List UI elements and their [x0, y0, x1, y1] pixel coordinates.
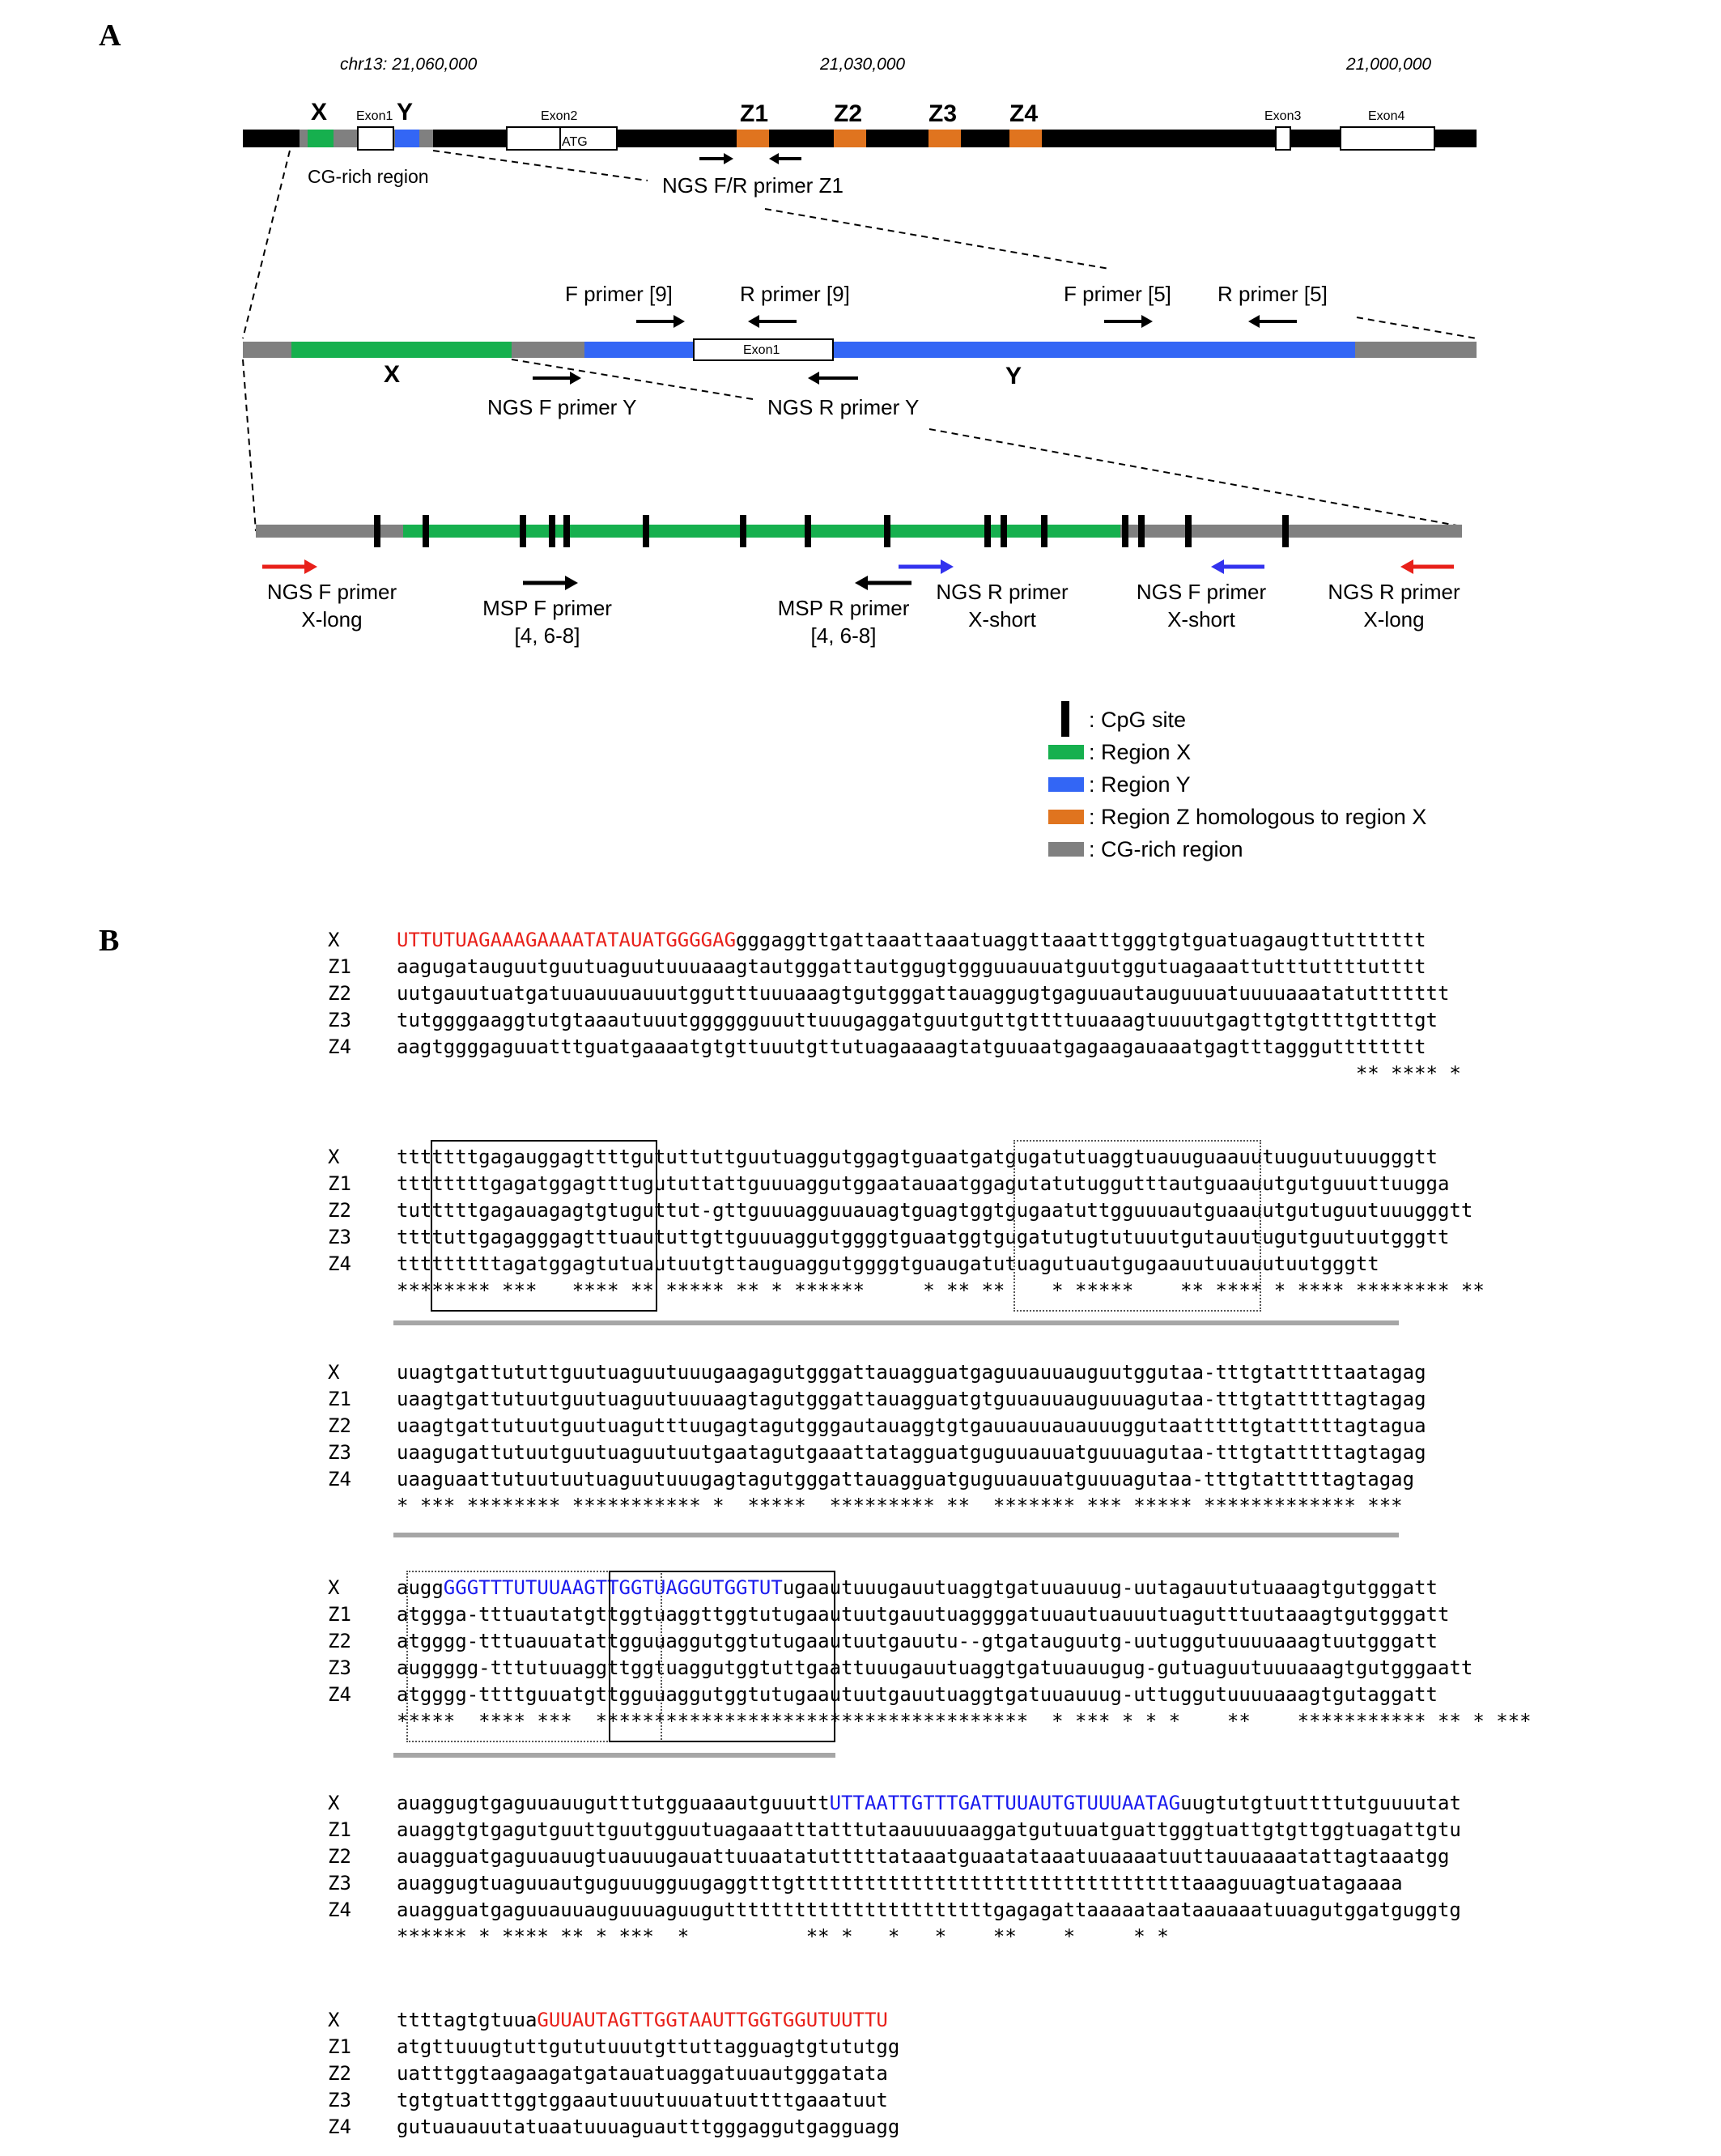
sequence-name: Z1: [328, 1172, 351, 1195]
sequence-text: [397, 2034, 899, 2060]
cpg-site: [984, 515, 991, 547]
sequence-segment: auaggugtuaguuautguguuugguugaggtttgttttttttttttttttttttttttttttttttttaaaguuagtuatagaaaa: [397, 1872, 1403, 1894]
primer-sequence: UTTAATTGTTTGATTUUAUTGTUUUAATAG: [829, 1792, 1181, 1814]
cpg-site: [740, 515, 746, 547]
label-exon1-track2: Exon1: [743, 343, 780, 357]
sequence-name: Z4: [328, 1468, 351, 1490]
sequence-segment: ******** *** **** ** ***** ** * ****** * ** ** * ***** ** **** * **** ******** **: [397, 1279, 1485, 1302]
sequence-segment: atgggg-ttttguuatgttgguuaggutggtutugaautuutgauutuaggtgatuuauuug-uttuggutuuuuaaagtgutaggatt: [397, 1683, 1438, 1706]
sequence-segment: tutttttgagauagagtgtuguttut-gttguuuagguuauagtguagtggtgugaatuttgguuuautguaauutgutuguutuuugggtt: [397, 1199, 1473, 1222]
underline-block4: [393, 1753, 835, 1758]
underline-block2: [393, 1320, 1399, 1325]
sequence-text: [397, 954, 1426, 980]
underline-block3: [393, 1533, 1399, 1537]
legend-label: : Region Y: [1089, 772, 1191, 797]
label-y-track1: Y: [397, 99, 414, 125]
sequence-segment: uuagtgattututtguutuaguutuuugaagagutgggattauagguatgaguuauuauguutggutaa-tttgtatttttaatagag: [397, 1361, 1426, 1384]
cpg-site: [563, 515, 570, 547]
cpg-site: [1041, 515, 1047, 547]
sequence-segment: tutggggaaggtutgtaaautuuutgggggguuuttuuugaggatguutguttgttttuuaaagtuuuutgagttgtgttttgttttgt: [397, 1009, 1438, 1031]
exon1-box: [358, 127, 393, 150]
sequence-name: X: [328, 2009, 340, 2031]
legend-label: : Region Z homologous to region X: [1089, 805, 1427, 829]
label-ngs-f-x-long-2: X-long: [301, 607, 363, 631]
sequence-segment: atggga-tttuautatgttggtuaggttggtutugaautuutgauutuaggggatuuautuauuutuagutttuutaaagtgutgggatt: [397, 1603, 1450, 1626]
sequence-name: Z3: [328, 2089, 351, 2111]
sequence-text: [397, 1493, 1403, 1520]
sequence-name: Z2: [328, 982, 351, 1005]
sequence-text: [397, 980, 1449, 1007]
label-ngs-f-primer-y: NGS F primer Y: [487, 395, 637, 419]
sequence-text: [397, 1843, 1449, 1870]
panel-label-b: B: [99, 924, 120, 958]
label-exon3: Exon3: [1264, 109, 1302, 123]
sequence-text: [397, 1466, 1414, 1493]
sequence-name: X: [328, 1792, 340, 1814]
cpg-site: [643, 515, 649, 547]
label-exon1-track1: Exon1: [356, 109, 393, 123]
sequence-text: [397, 1359, 1426, 1386]
label-z3: Z3: [928, 100, 958, 127]
label-msp-r-2: [4, 6-8]: [810, 623, 877, 648]
sequence-name: Z4: [328, 1683, 351, 1706]
sequence-text: [397, 2114, 899, 2141]
sequence-name: Z1: [328, 1818, 351, 1841]
sequence-segment: auagguatgaguuauugtuauuugauattuuaatatutttttataaatguaatataaatuuaaaatuuttauuaaaatattagtaaatgg: [397, 1845, 1450, 1868]
cpg-site: [1001, 515, 1007, 547]
label-ngs-f-x-long-1: NGS F primer: [266, 580, 397, 604]
cpg-site: [549, 515, 555, 547]
cpg-site: [884, 515, 890, 547]
box-block2-b: [1013, 1140, 1261, 1312]
legend-cpg-mark: [1061, 701, 1069, 737]
label-z4: Z4: [1009, 100, 1039, 127]
sequence-name: X: [328, 1361, 340, 1384]
sequence-segment: ugaautuuugauutuaggtgatuuauuug-uutagauututuaaagtgutgggatt: [782, 1576, 1438, 1599]
zoom-line-1-right: [1357, 317, 1477, 338]
sequence-segment: tttttttgagauggagttttgututtuttguutuaggutggagtguaatgatgugatutuaggtuauuguaauutuuguutuuugggtt: [397, 1146, 1438, 1168]
sequence-text: [397, 1790, 1461, 1817]
label-ngs-fr-primer-z1: NGS F/R primer Z1: [662, 173, 844, 198]
sequence-segment: tgtgtuatttggtggaautuuutuuuatuuttttgaaatuut: [397, 2089, 888, 2111]
exon3-box: [1276, 127, 1290, 150]
sequence-segment: * *** ******** *********** * ***** ********* ** ******* *** ***** ************* ***: [397, 1495, 1403, 1517]
legend-label: : Region X: [1089, 740, 1192, 764]
primer-sequence: GUUAUTAGTTGGTAAUTTGGTGGUTUUTTU: [537, 2009, 888, 2031]
label-f-primer-9: F primer [9]: [565, 282, 673, 306]
sequence-name: Z4: [328, 2116, 351, 2138]
legend-swatch: [1048, 745, 1084, 759]
label-r-primer-9: R primer [9]: [740, 282, 850, 306]
label-z2: Z2: [834, 100, 863, 127]
sequence-name: Z2: [328, 1630, 351, 1652]
primer-sequence: GGGTTTUTUUAAGTTGGTUAGGUTGGTUT: [443, 1576, 783, 1599]
label-ngs-r-x-long-1: NGS R primer: [1328, 580, 1460, 604]
sequence-segment: atgttuuugtuttgututuuutgttuttagguagtgtututgg: [397, 2035, 900, 2058]
sequence-text: [397, 2087, 888, 2114]
sequence-text: [397, 2007, 888, 2034]
legend-label: : CG-rich region: [1089, 837, 1243, 861]
sequence-text: [397, 1439, 1426, 1466]
arrow-r-primer-5: [1248, 315, 1297, 328]
sequence-segment: uaagtgattutuutguutuaguutuuuaagtagutgggattauagguatgtguuauuauguuuagutaa-tttgtatttttagtagag: [397, 1388, 1426, 1410]
sequence-segment: auaggugtgaguuauugutttutgguaaautguuutt: [397, 1792, 830, 1814]
coord-left: chr13: 21,060,000: [340, 55, 478, 74]
sequence-segment: aagugatauguutguutuaguutuuuaaagtautgggattautggugtggguuauuatguutggutuagaaattutttuttttutttt: [397, 955, 1426, 978]
sequence-segment: auaggtgtgagutguuttguutgguutuagaaatttatttutaauuuuaaggatgutuuatguattgggtuattgtgttggtuagattgtu: [397, 1818, 1461, 1841]
sequence-name: X: [328, 1146, 340, 1168]
sequence-segment: atgggg-tttuauuatattgguuaggutggtutugaautuutgauutu--gtgatauguutg-uutuggutuuuuaaagtuutgggatt: [397, 1630, 1438, 1652]
sequence-name: Z1: [328, 2035, 351, 2058]
arrow-ngs-f-z1: [699, 153, 733, 164]
track3-region-x: [403, 525, 1120, 538]
cpg-site: [1185, 515, 1192, 547]
cpg-site: [1122, 515, 1128, 547]
track2-region-x: [291, 342, 512, 358]
sequence-text: [397, 1924, 1169, 1950]
label-msp-f-1: MSP F primer: [482, 596, 612, 620]
region-z1-block: [737, 130, 769, 147]
cpg-site: [805, 515, 811, 547]
sequence-text: [397, 1034, 1426, 1061]
arrow-ngs-r-primer-y: [808, 372, 858, 385]
sequence-name: Z3: [328, 1872, 351, 1894]
sequence-segment: ** **** *: [397, 1062, 1461, 1085]
label-atg: ATG: [562, 135, 588, 149]
label-x-track1: X: [311, 99, 328, 125]
legend-swatch: [1048, 777, 1084, 792]
sequence-segment: tttttttttagatggagtutuautuutgttauguaggutggggtguaugatutuagutuautgugaauutuuauutuutgggtt: [397, 1252, 1379, 1275]
zoom-line-2-b: [929, 429, 1461, 526]
sequence-segment: ****** * **** ** * *** * ** * * * ** * * *: [397, 1925, 1169, 1948]
arrow-msp-r-primer: [855, 576, 911, 590]
arrow-msp-f-primer: [523, 576, 578, 590]
arrow-ngs-r-z1: [769, 153, 801, 164]
sequence-segment: uaaguaattutuutuutuaguutuuugagtagutgggattauagguatguguuauuatguuuagutaa-tttgtatttttagtagag: [397, 1468, 1415, 1490]
zoom-line-1-left: [243, 151, 290, 338]
sequence-segment: ttttuttgagagggagtttuaututtgttguuuaggutggggtguaatggtgugatutugtutuuutgutauutugutguutuutgggtt: [397, 1226, 1450, 1248]
sequence-text: [397, 1061, 1461, 1087]
sequence-text: [397, 927, 1426, 954]
label-y-track2: Y: [1005, 363, 1022, 389]
box-block4-b: [609, 1571, 835, 1742]
sequence-name: Z4: [328, 1252, 351, 1275]
arrow-r-primer-9: [748, 315, 797, 328]
sequence-name: Z4: [328, 1035, 351, 1058]
sequence-name: X: [328, 1576, 340, 1599]
arrow-f-primer-5: [1104, 315, 1153, 328]
sequence-name: Z2: [328, 1845, 351, 1868]
arrow-ngs-f-primer-y: [533, 372, 581, 385]
sequence-text: [397, 1007, 1438, 1034]
panel-label-a: A: [99, 19, 121, 53]
cpg-site: [1282, 515, 1289, 547]
sequence-name: Z2: [328, 1414, 351, 1437]
sequence-name: Z3: [328, 1656, 351, 1679]
sequence-text: [397, 2060, 888, 2087]
label-exon4: Exon4: [1368, 109, 1405, 123]
legend-swatch: [1048, 810, 1084, 824]
sequence-name: Z3: [328, 1226, 351, 1248]
sequence-segment: uutgauutuatgatuuauuuauuutggutttuuuaaagtgutgggattauaggugtgaguuautauguuuatuuuuaaatatuttttttt: [397, 982, 1450, 1005]
arrow-ngs-r-primer-x-long: [1400, 559, 1454, 574]
sequence-name: Z1: [328, 955, 351, 978]
exon4-box: [1341, 127, 1434, 150]
sequence-segment: ttttagtgtuua: [397, 2009, 538, 2031]
label-z1: Z1: [740, 100, 769, 127]
region-z3-block: [928, 130, 961, 147]
box-block2-a: [431, 1140, 657, 1312]
sequence-segment: uugtutgtuuttttutguuuutat: [1180, 1792, 1461, 1814]
zoom-line-2-left: [243, 359, 256, 531]
sequence-segment: auagguatgaguuauuauguuuaguugutttttttttttttttttttttttgagagattaaaaataataauaaatuuagutggatguggtg: [397, 1899, 1461, 1921]
label-x-track2: X: [384, 361, 401, 388]
sequence-segment: uaagugattutuutguutuaguutuutgaatagutgaaattatagguatguguuauuatguuuagutaa-tttgtatttttagtagag: [397, 1441, 1426, 1464]
sequence-name: Z2: [328, 1199, 351, 1222]
coord-right: 21,000,000: [1346, 55, 1432, 74]
label-ngs-r-primer-y: NGS R primer Y: [767, 395, 920, 419]
sequence-name: Z1: [328, 1388, 351, 1410]
label-exon2: Exon2: [541, 109, 578, 123]
sequence-name: Z2: [328, 2062, 351, 2085]
label-msp-r-1: MSP R primer: [777, 596, 910, 620]
sequence-text: [397, 1817, 1461, 1843]
cpg-site: [1138, 515, 1145, 547]
arrow-ngs-f-primer-x-short: [1211, 559, 1264, 574]
label-ngs-f-x-short-1: NGS F primer: [1136, 580, 1267, 604]
panel-a-gene-diagram: [0, 0, 1721, 907]
label-ngs-r-x-short-2: X-short: [968, 607, 1036, 631]
sequence-segment: auggggg-tttutuuaggttggtuaggutggtuttgaattuuugauutuaggtgatuuauugug-gutuaguutuuuaaagtgutgggaatt: [397, 1656, 1473, 1679]
label-cg-rich: CG-rich region: [308, 166, 429, 187]
sequence-name: Z4: [328, 1899, 351, 1921]
zoom-line-1-a: [433, 151, 648, 181]
sequence-text: [397, 1413, 1426, 1439]
sequence-name: Z1: [328, 1603, 351, 1626]
sequence-name: Z3: [328, 1009, 351, 1031]
region-z2-block: [834, 130, 866, 147]
legend-swatch: [1048, 842, 1084, 857]
sequence-segment: gutuauauutatuaatuuuaguautttgggaggutgagguagg: [397, 2116, 900, 2138]
region-x-block: [308, 130, 334, 147]
sequence-segment: gggaggttgattaaattaaatuaggttaaatttgggtgtguatuagaugttuttttttt: [736, 929, 1426, 951]
cpg-site: [520, 515, 526, 547]
sequence-segment: ttttttttgagatggagtttugututtattguuuaggutggaatauaatggagutatutuggutttautguaauutgutguuuttuugga: [397, 1172, 1450, 1195]
sequence-text: [397, 1870, 1403, 1897]
zoom-line-1-b: [765, 209, 1109, 269]
label-f-primer-5: F primer [5]: [1064, 282, 1171, 306]
primer-sequence: UTTUTUAGAAAGAAAATATAUATGGGGAG: [397, 929, 737, 951]
legend-label: : CpG site: [1089, 708, 1187, 732]
cpg-site: [423, 515, 429, 547]
sequence-name: X: [328, 929, 340, 951]
sequence-segment: ***** **** *** ************************************* * *** * * * ** *********** ** * ***: [397, 1710, 1532, 1733]
label-msp-f-2: [4, 6-8]: [514, 623, 580, 648]
sequence-segment: uatttggtaagaagatgatauatuaggatuuautgggatata: [397, 2062, 888, 2085]
sequence-text: [397, 1897, 1461, 1924]
arrow-ngs-r-primer-x-short: [899, 559, 954, 574]
sequence-segment: augg: [397, 1576, 444, 1599]
arrow-f-primer-9: [636, 315, 685, 328]
sequence-segment: aagtggggaguuatttguatgaaaatgtgttuuutgttutuagaaaagtatguuaatgagaagauaaatgagtttagggutttttttt: [397, 1035, 1426, 1058]
region-z4-block: [1009, 130, 1042, 147]
sequence-name: Z3: [328, 1441, 351, 1464]
label-ngs-r-x-short-1: NGS R primer: [936, 580, 1069, 604]
sequence-segment: uaagtgattutuutguutuagutttuugagtagutgggautauaggtgtgauuauuauauuuggutaatttttgtatttttagtagua: [397, 1414, 1426, 1437]
sequence-text: [397, 1386, 1426, 1413]
cpg-site: [374, 515, 380, 547]
label-ngs-r-x-long-2: X-long: [1363, 607, 1425, 631]
arrow-ngs-f-primer-x-long: [262, 559, 317, 574]
label-ngs-f-x-short-2: X-short: [1167, 607, 1235, 631]
region-y-block: [395, 130, 419, 147]
coord-mid: 21,030,000: [820, 55, 906, 74]
label-r-primer-5: R primer [5]: [1217, 282, 1328, 306]
